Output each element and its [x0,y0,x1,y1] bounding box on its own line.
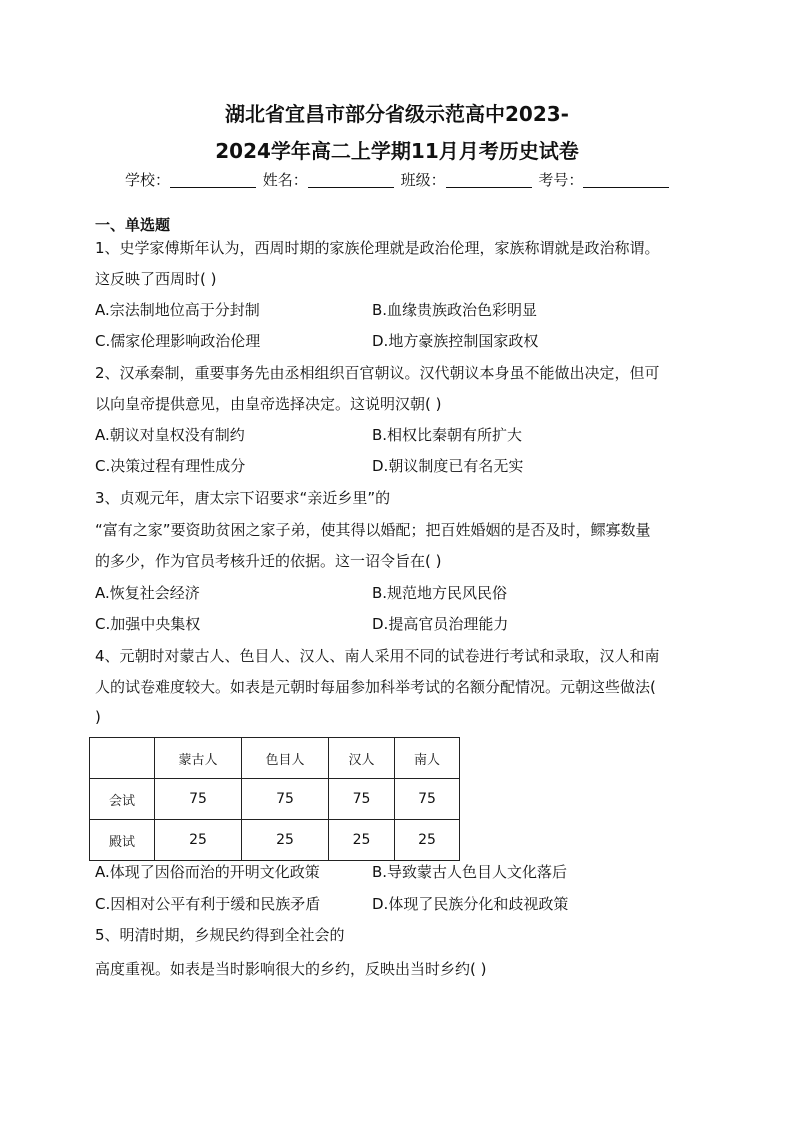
table-header-cell: 色目人 [242,738,329,779]
table-cell: 75 [395,779,460,820]
exam-quota-table [89,737,460,861]
question-3-line: 3、贞观元年，唐太宗下诏要求“亲近乡里”的 [95,489,391,507]
table-cell: 25 [329,820,395,861]
exam-number-field[interactable] [583,171,669,188]
table-header-cell: 汉人 [329,738,395,779]
table-header-cell: 南人 [395,738,460,779]
question-3-option-c[interactable]: C.加强中央集权 [95,615,201,633]
question-1-option-d[interactable]: D.地方豪族控制国家政权 [372,332,539,350]
question-3-option-d[interactable]: D.提高官员治理能力 [372,615,509,633]
question-5-line: 5、明清时期，乡规民约得到全社会的 [95,926,345,944]
question-4-line: ) [95,708,101,726]
table-cell: 25 [155,820,242,861]
table-cell: 75 [242,779,329,820]
table-header-cell: 蒙古人 [155,738,242,779]
question-4-option-a[interactable]: A.体现了因俗而治的开明文化政策 [95,863,320,881]
question-4-option-b[interactable]: B.导致蒙古人色目人文化落后 [372,863,568,881]
question-3-option-b[interactable]: B.规范地方民风民俗 [372,584,508,602]
table-cell: 75 [329,779,395,820]
table-cell: 会试 [90,779,155,820]
question-1-option-b[interactable]: B.血缘贵族政治色彩明显 [372,301,538,319]
class-label: 班级： [400,171,446,189]
table-cell: 75 [155,779,242,820]
table-cell: 25 [395,820,460,861]
table-header-cell [90,738,155,779]
question-3-option-a[interactable]: A.恢复社会经济 [95,584,200,602]
exam-title-line2: 2024学年高二上学期11月月考历史试卷 [215,139,579,163]
table-row [90,820,460,861]
class-field[interactable] [446,171,532,188]
question-2-option-d[interactable]: D.朝议制度已有名无实 [372,457,524,475]
question-2-option-a[interactable]: A.朝议对皇权没有制约 [95,426,245,444]
school-label: 学校： [125,171,171,189]
question-3-line: “富有之家”要资助贫困之家子弟，使其得以婚配；把百姓婚姻的是否及时，鳏寡数量 [95,521,651,539]
question-5-line: 高度重视。如表是当时影响很大的乡约，反映出当时乡约( ) [95,960,487,978]
question-4-line: 人的试卷难度较大。如表是元朝时每届参加科举考试的名额分配情况。元朝这些做法( [95,678,656,696]
question-4-option-d[interactable]: D.体现了民族分化和歧视政策 [372,895,569,913]
exam-title-line1: 湖北省宜昌市部分省级示范高中2023- [225,102,569,126]
student-info-row [125,170,671,190]
question-3-line: 的多少，作为官员考核升迁的依据。这一诏令旨在( ) [95,552,442,570]
question-2-line: 以向皇帝提供意见，由皇帝选择决定。这说明汉朝( ) [95,395,442,413]
section-heading: 一、单选题 [95,216,171,234]
question-1-option-c[interactable]: C.儒家伦理影响政治伦理 [95,332,261,350]
question-1-line: 这反映了西周时( ) [95,270,217,288]
table-header-row [90,738,460,779]
question-1-option-a[interactable]: A.宗法制地位高于分封制 [95,301,260,319]
exam-number-label: 考号： [538,171,584,189]
question-2-line: 2、汉承秦制，重要事务先由丞相组织百官朝议。汉代朝议本身虽不能做出决定，但可 [95,364,660,382]
question-2-option-b[interactable]: B.相权比秦朝有所扩大 [372,426,523,444]
question-4-option-c[interactable]: C.因相对公平有利于缓和民族矛盾 [95,895,321,913]
table-cell: 殿试 [90,820,155,861]
question-2-option-c[interactable]: C.决策过程有理性成分 [95,457,246,475]
name-field[interactable] [308,171,394,188]
table-cell: 25 [242,820,329,861]
table-row [90,779,460,820]
question-1-line: 1、史学家傅斯年认为，西周时期的家族伦理就是政治伦理，家族称谓就是政治称谓。 [95,239,660,257]
question-4-line: 4、元朝时对蒙古人、色目人、汉人、南人采用不同的试卷进行考试和录取，汉人和南 [95,647,660,665]
school-field[interactable] [170,171,256,188]
name-label: 姓名： [262,171,308,189]
